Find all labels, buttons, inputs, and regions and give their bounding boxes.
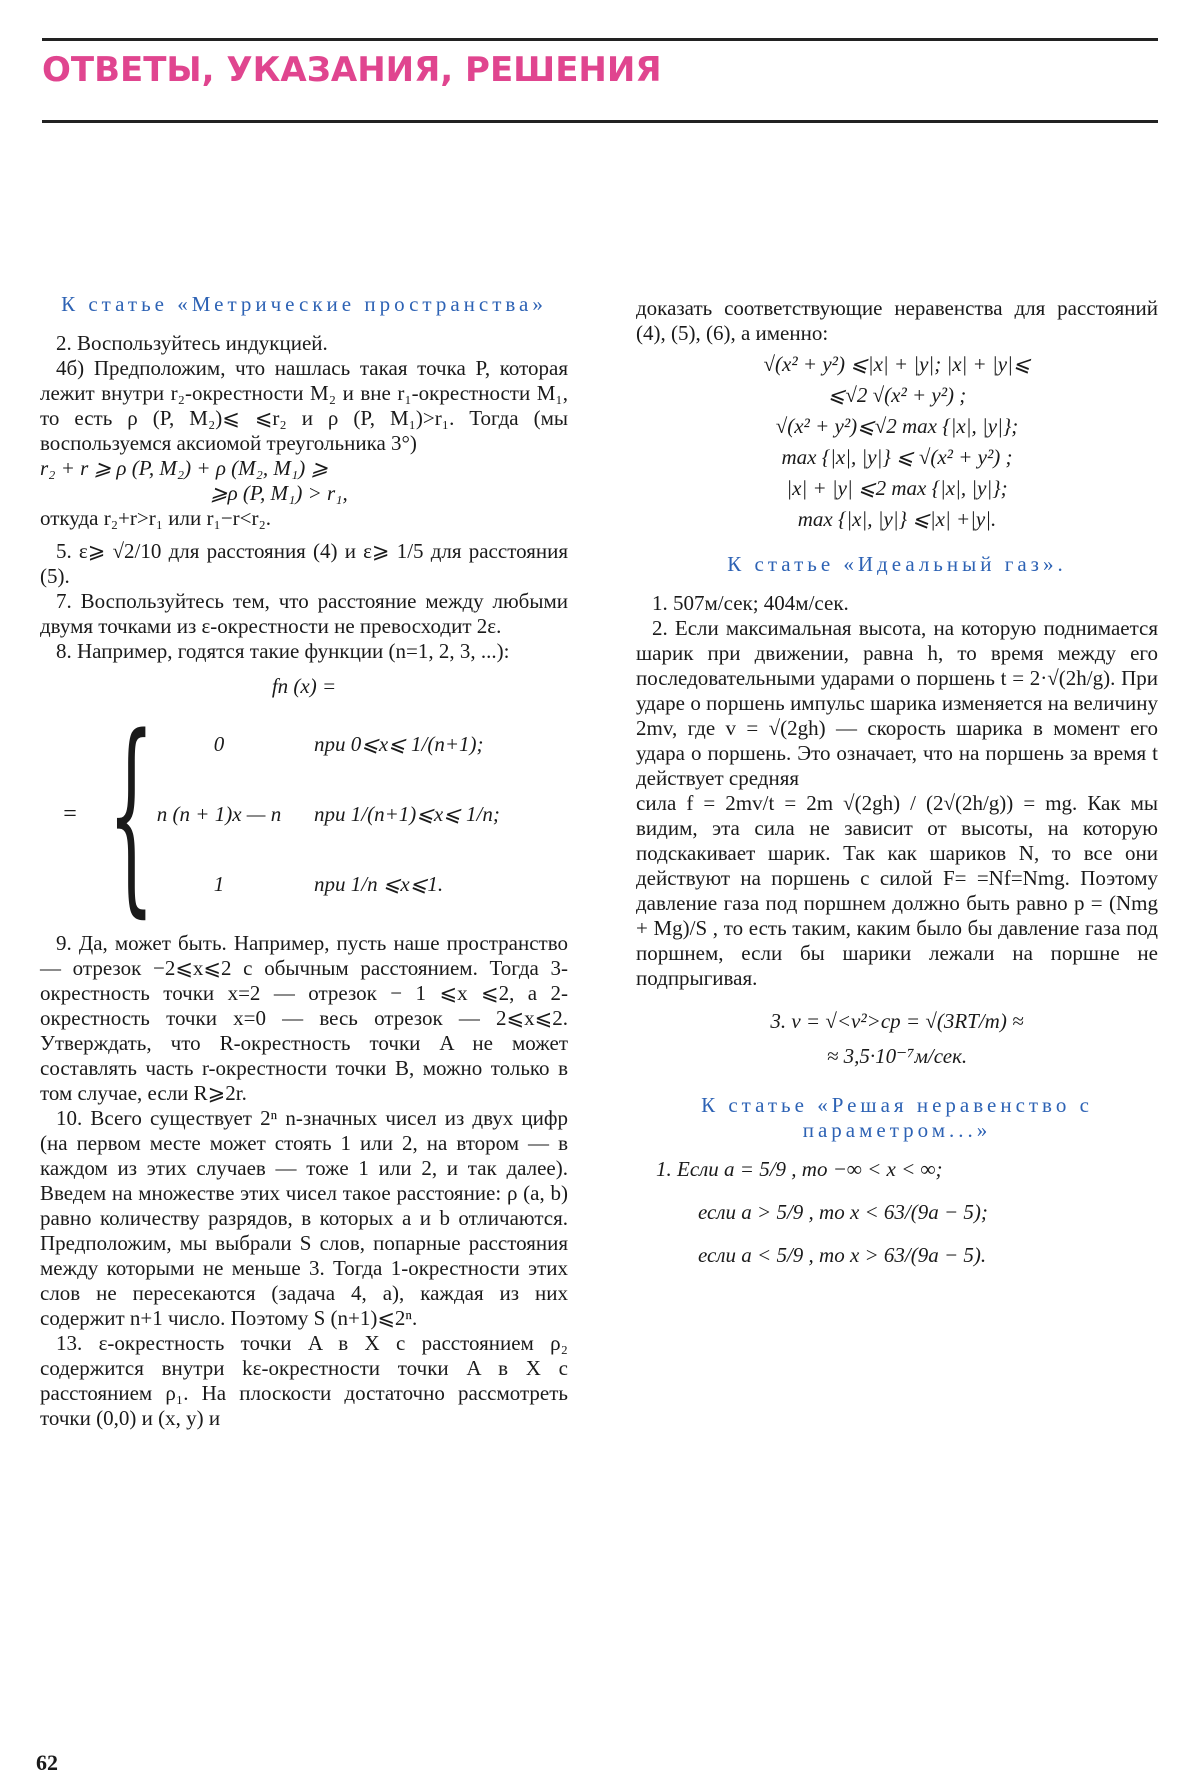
case-1-condition: при 0⩽x⩽ 1/(n+1);: [314, 731, 484, 756]
left-brace: {: [107, 691, 155, 936]
left-column: [40, 292, 568, 1431]
piecewise-case-1: [124, 709, 568, 779]
case-3-value: 1: [213, 871, 225, 896]
answer-10: 10. Всего существует 2ⁿ n-значных чисел из двух цифр (на первом месте может стоять 1 или 2, на втором — в каждом из этих случаев — тоже 1 или 2, и так далее). Введем на множестве этих чисел такое расстояние: ρ (a, b) равно количеству разрядов, в которых a и b отличаются. Предположим, мы выбрали S слов, попарные расстояния между которыми не меньше 3. Тогда 1-окрестности этих слов не пересекаются (задача 4, а), каждая из них содержит n+1 число. Поэтому S (n+1)⩽2ⁿ.: [40, 1106, 568, 1330]
gas-answer-2a: 2. Если максимальная высота, на которую поднимается шарик при движении, равна h, то время между его последовательными ударами о поршень t = 2·√(2h/g). При ударе о поршень импульс шарика изменяется на величину 2mv, где v = √(2gh) — скорость шарика в момент его удара о поршень. Это означает, что на поршень за время t действует средняя: [636, 616, 1158, 790]
page-number: 62: [36, 1750, 58, 1775]
answer-8: 8. Например, годятся такие функции (n=1, 2, 3, ...):: [56, 639, 510, 663]
piecewise-equals: =: [63, 800, 77, 827]
top-rule: [42, 38, 1158, 41]
inequality-4: max {|x|, |y|} ⩽ √(x² + y²) ;: [781, 445, 1013, 469]
formula-4b-line2: ⩾ρ (P, M₁) > r₁,: [210, 481, 348, 505]
gas-answer-1: 1. 507м/сек; 404м/сек.: [652, 591, 849, 615]
right-column: [636, 296, 1158, 1268]
inequality-3: √(x² + y²)⩽√2 max {|x|, |y|};: [775, 414, 1019, 438]
param-answer-1c: если a < 5/9 , то x > 63/(9a − 5).: [698, 1243, 987, 1267]
header-bottom-rule: [42, 120, 1158, 123]
formula-8-head: fn (x) =: [271, 674, 337, 698]
answer-5: 5. ε⩾ √2/10 для расстояния (4) и ε⩾ 1/5 для расстояния (5).: [40, 539, 568, 588]
answer-13: 13. ε-окрестность точки A в X с расстоянием ρ₂ содержится внутри kε-окрестности точки A в X с расстоянием ρ₁. На плоскости достаточно рассмотреть точки (0,0) и (x, y) и: [40, 1331, 568, 1430]
answer-7: 7. Воспользуйтесь тем, что расстояние между любыми двумя точками из ε-окрестности не превосходит 2ε.: [40, 589, 568, 638]
case-1-value: 0: [213, 731, 225, 756]
case-2-condition: при 1/(n+1)⩽x⩽ 1/n;: [314, 801, 500, 826]
inequality-5: |x| + |y| ⩽2 max {|x|, |y|};: [786, 476, 1008, 500]
piecewise-cases: [124, 709, 568, 919]
answer-9: 9. Да, может быть. Например, пусть наше пространство — отрезок −2⩽x⩽2 с обычным расстоянием. Тогда 3-окрестность точки x=2 — отрезок − 1 ⩽x ⩽2, а 2-окрестность точки x=0 — весь отрезок — 2⩽x⩽2. Утверждать, что R-окрестность точки A не может составлять часть r-окрестности точки B, можно только в том случае, если R⩾2r.: [40, 931, 568, 1105]
gas-answer-2b: сила f = 2mv/t = 2m √(2gh) / (2√(2h/g)) = mg. Как мы видим, эта сила не зависит от высоты, на которую подскакивает шарик. Так как шариков N, то все они действуют на поршень с силой F= =Nf=Nmg. Поэтому давление газа под поршнем должно быть равно p = (Nmg + Mg)/S , то есть таким, каким было бы давление газа под поршнем, если бы шарики лежали на поршне не подпрыгивая.: [636, 791, 1158, 990]
section-title-metric-spaces: К статье «Метрические пространства»: [61, 292, 547, 316]
answer-4b: 4б) Предположим, что нашлась такая точка P, которая лежит внутри r₂-окрестности M₂ и вне r₁-окрестности M₁, то есть ρ (P, M₂)⩽ ⩽r₂ и ρ (P, M₁)>r₁. Тогда (мы воспользуемся аксиомой треугольника 3°): [40, 356, 568, 455]
case-3-condition: при 1/n ⩽x⩽1.: [314, 871, 444, 896]
piecewise-function: [40, 691, 568, 936]
inequality-2: ⩽√2 √(x² + y²) ;: [827, 383, 967, 407]
inequality-1: √(x² + y²) ⩽|x| + |y|; |x| + |y|⩽: [763, 352, 1031, 376]
spacer: [636, 538, 1158, 552]
gas-answer-3b: ≈ 3,5·10⁻⁷м/сек.: [826, 1044, 968, 1068]
piecewise-case-2: [124, 779, 568, 849]
param-answer-1b: если a > 5/9 , то x < 63/(9a − 5);: [698, 1200, 988, 1224]
spacer: [636, 1079, 1158, 1093]
page-header-title: ОТВЕТЫ, УКАЗАНИЯ, РЕШЕНИЯ: [42, 50, 662, 90]
answer-2: 2. Воспользуйтесь индукцией.: [56, 331, 328, 355]
section-title-inequality-parameter: К статье «Решая неравенство с параметром...»: [701, 1093, 1093, 1142]
case-2-value: n (n + 1)x — n: [156, 801, 282, 826]
inequality-6: max {|x|, |y|} ⩽|x| +|y|.: [797, 507, 997, 531]
gas-answer-3a: 3. v = √<v²>ср = √(3RT/m) ≈: [770, 1009, 1024, 1033]
piecewise-case-3: [124, 849, 568, 919]
formula-4b-line1: r₂ + r ⩾ ρ (P, M₂) + ρ (M₂, M₁) ⩾: [40, 456, 329, 480]
param-answer-1a: 1. Если a = 5/9 , то −∞ < x < ∞;: [656, 1157, 943, 1181]
section-title-ideal-gas: К статье «Идеальный газ».: [727, 552, 1067, 576]
formula-4b-line3: откуда r₂+r>r₁ или r₁−r<r₂.: [40, 506, 272, 530]
answer-13-continued: доказать соответствующие неравенства для расстояний (4), (5), (6), а именно:: [636, 296, 1158, 345]
